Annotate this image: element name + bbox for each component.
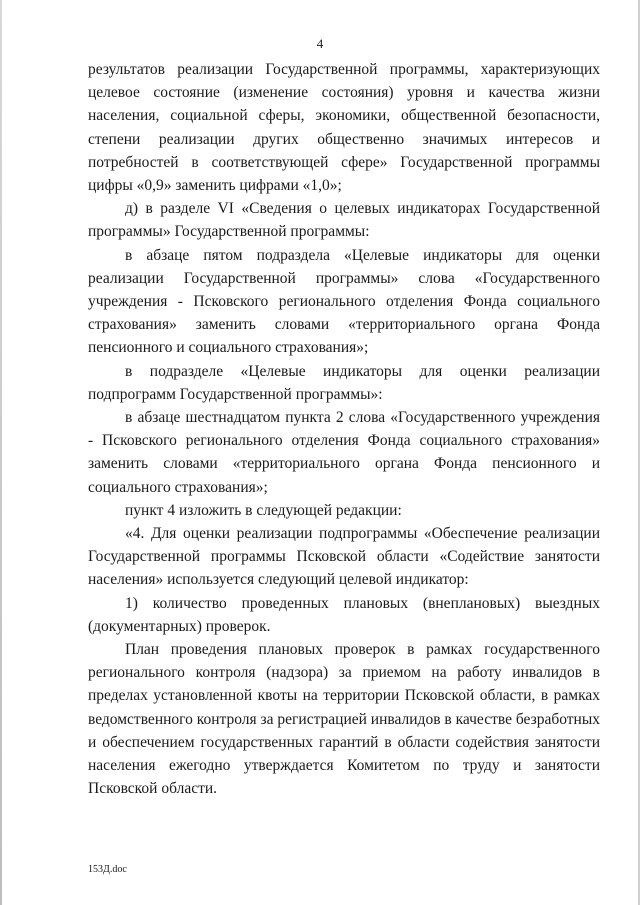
paragraph: «4. Для оценки реализации подпрограммы «Обеспечение реализации Государственной программы Псковской области «Содействие занятости населения» используется следующий целевой индикатор: — [88, 525, 600, 589]
page-number: 4 — [316, 36, 324, 51]
scan-edge-left — [0, 0, 2, 905]
document-body — [88, 58, 600, 801]
paragraph: д) в разделе VI «Сведения о целевых индикаторах Государственной программы» Государственной программы: — [88, 200, 600, 241]
paragraph: в абзаце шестнадцатом пункта 2 слова «Государственного учреждения - Псковского регионального отделения Фонда социального страхования» заменить словами «территориального органа Фонда пенсионного и социального страхования»; — [88, 409, 600, 496]
paragraph: в абзаце пятом подраздела «Целевые индикаторы для оценки реализации Государственной программы» слова «Государственного учреждения - Псковского регионального отделения Фонда социального страхования» заменить словами «территориального органа Фонда пенсионного и социального страхования»; — [88, 246, 600, 357]
paragraph: пункт 4 изложить в следующей редакции: — [125, 501, 402, 519]
paragraph: 1) количество проведенных плановых (внеплановых) выездных (документарных) проверок. — [88, 594, 600, 635]
paragraph: результатов реализации Государственной программы, характеризующих целевое состояние (изменение состояния) уровня и качества жизни населения, социальной сферы, экономики, общественной безопасности, степени реализации других общественно значимых интересов и потребностей в соответствующей сфере» Государственной программы цифры «0,9» заменить цифрами «1,0»; — [88, 61, 600, 195]
paragraph: План проведения плановых проверок в рамках государственного регионального контроля (надзора) за приемом на работу инвалидов в пределах установленной квоты на территории Псковской области, в рамках ведомственного контроля за регистрацией инвалидов в качестве безработных и обеспечением государственных гарантий в области содействия занятости населения ежегодно утверждается Комитетом по труду и занятости Псковской области. — [88, 641, 600, 798]
footer-filename: 153Д.doc — [88, 864, 127, 875]
paragraph: в подразделе «Целевые индикаторы для оценки реализации подпрограмм Государственной программы»: — [88, 362, 600, 403]
